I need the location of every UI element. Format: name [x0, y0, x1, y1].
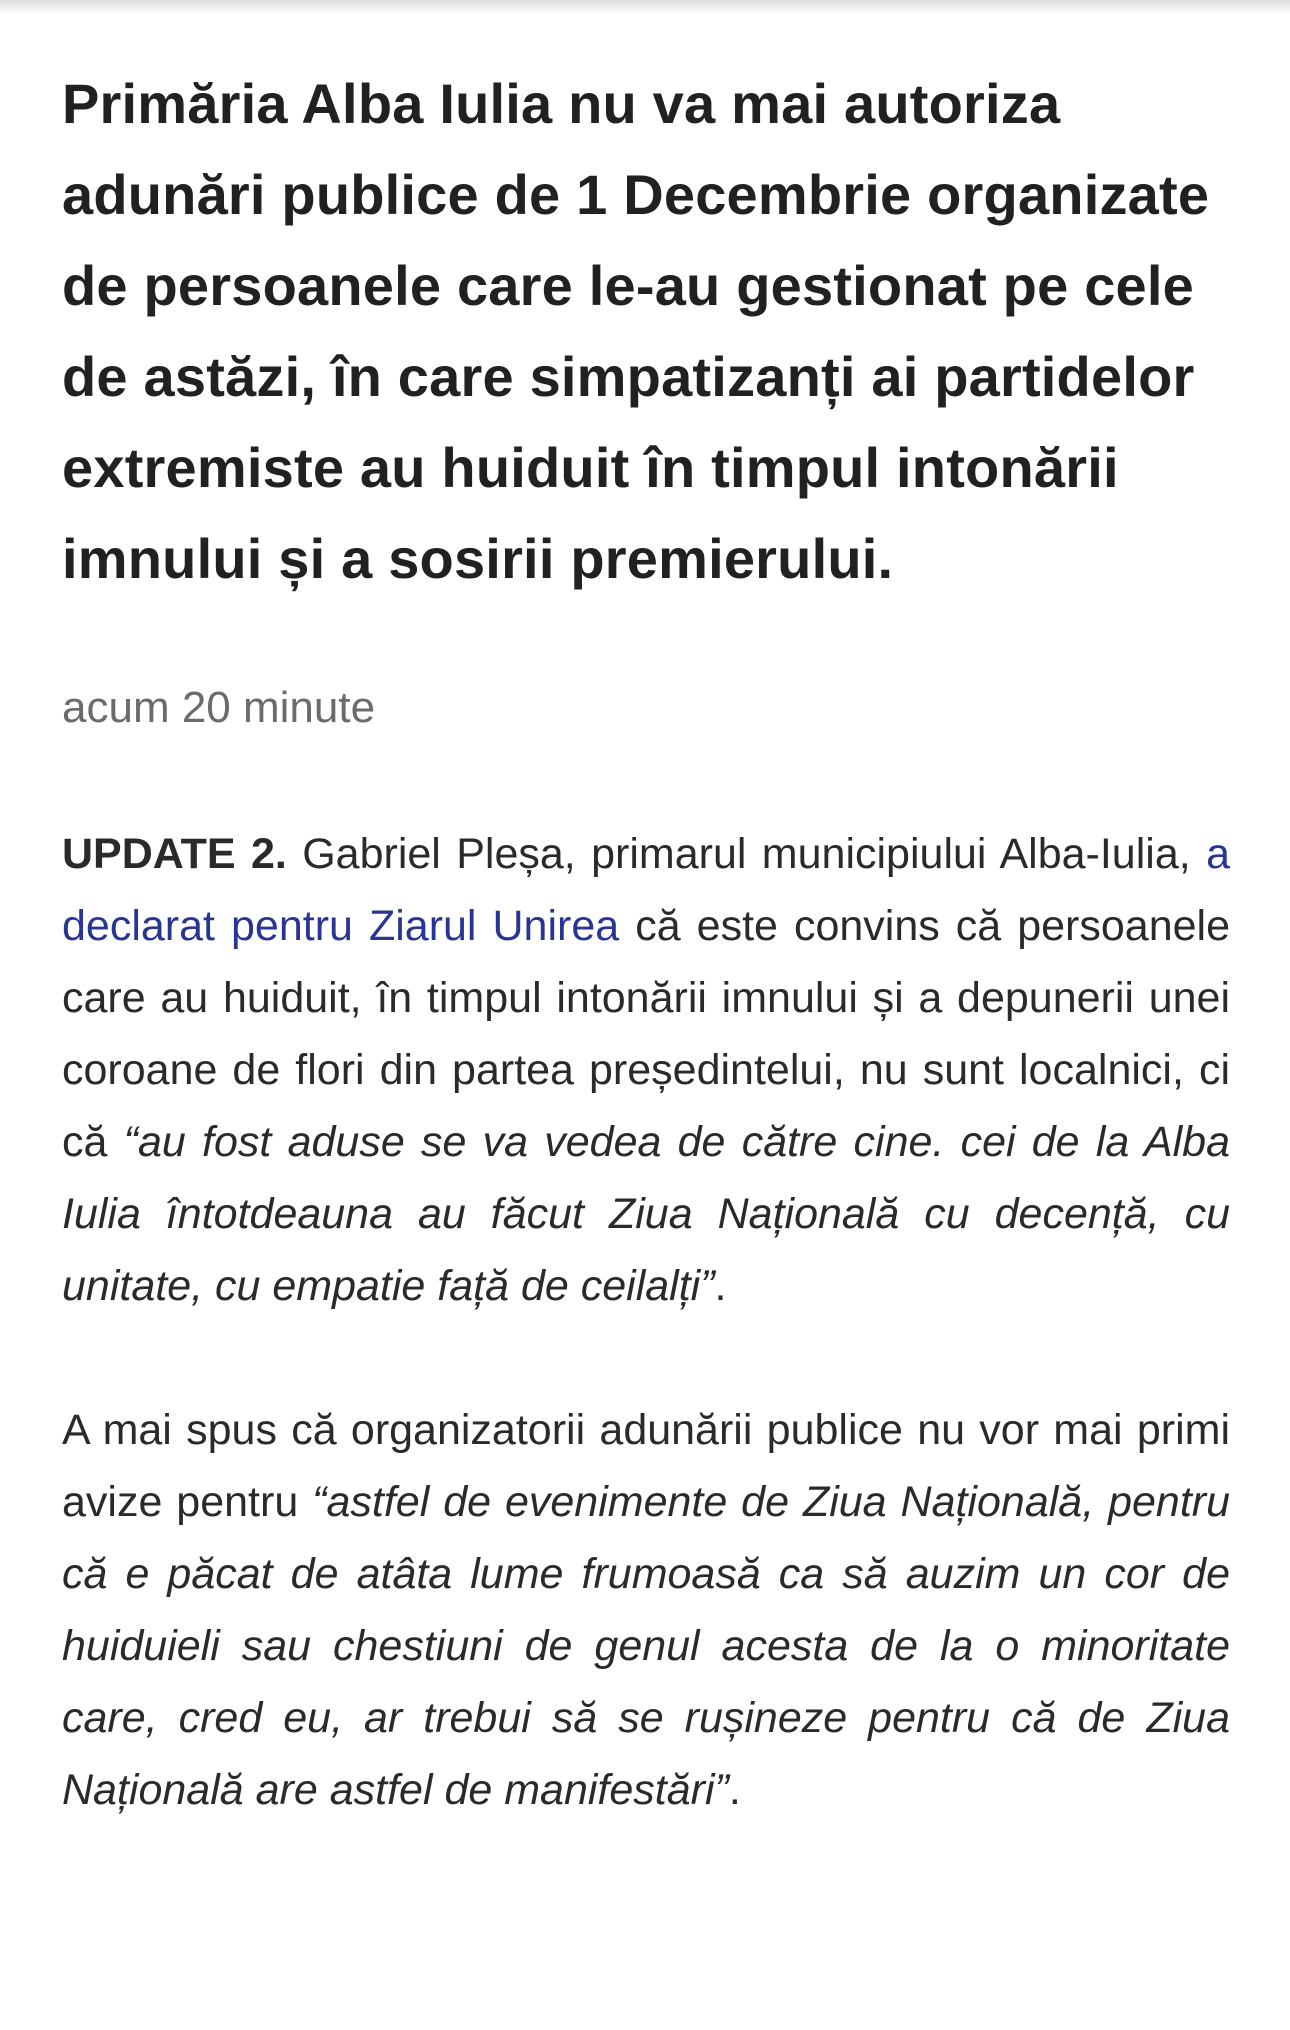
- article-paragraph-update: [62, 818, 1230, 1322]
- mayor-quote: “astfel de evenimente de Ziua Națională, pentru că e păcat de atâta lume frumoasă ca să auzim un cor de huiduieli sau chestiuni de genul acesta de la o minoritate care, cred eu, ar trebui să se rușineze pentru că de Ziua Națională are astfel de manifestări”: [62, 1478, 1230, 1814]
- article-paragraph-avize: [62, 1394, 1230, 1826]
- update-label: UPDATE 2.: [62, 830, 287, 878]
- mayor-quote: “au fost aduse se va vedea de către cine. cei de la Alba Iulia întotdeauna au făcut Ziua Națională cu decență, cu unitate, cu empatie față de ceilalți”: [62, 1118, 1230, 1310]
- article-timestamp: acum 20 minute: [62, 683, 376, 732]
- paragraph-text: A mai spus că organizatorii adunării publice nu vor mai primi avize pentru: [62, 1406, 1230, 1526]
- article-body: [62, 58, 1230, 1826]
- paragraph-text: că este convins că persoanele care au huiduit, în timpul intonării imnului și a depunerii unei coroane de flori din partea președintelui, nu sunt localnici, ci că: [62, 902, 1230, 1166]
- paragraph-text: Gabriel Pleșa, primarul municipiului Alba-Iulia,: [286, 830, 1207, 878]
- article-headline: Primăria Alba Iulia nu va mai autoriza adunări publice de 1 Decembrie organizate de persoanele care le-au gestionat pe cele de astăzi, în care simpatizanți ai partidelor extremiste au huiduit în timpul intonării imnului și a sosirii premierului.: [62, 72, 1210, 590]
- top-bar-shadow: [0, 0, 1290, 14]
- paragraph-end: .: [728, 1766, 741, 1814]
- paragraph-end: .: [714, 1262, 727, 1310]
- ziarul-unirea-link[interactable]: a declarat pentru Ziarul Unirea: [62, 830, 1230, 950]
